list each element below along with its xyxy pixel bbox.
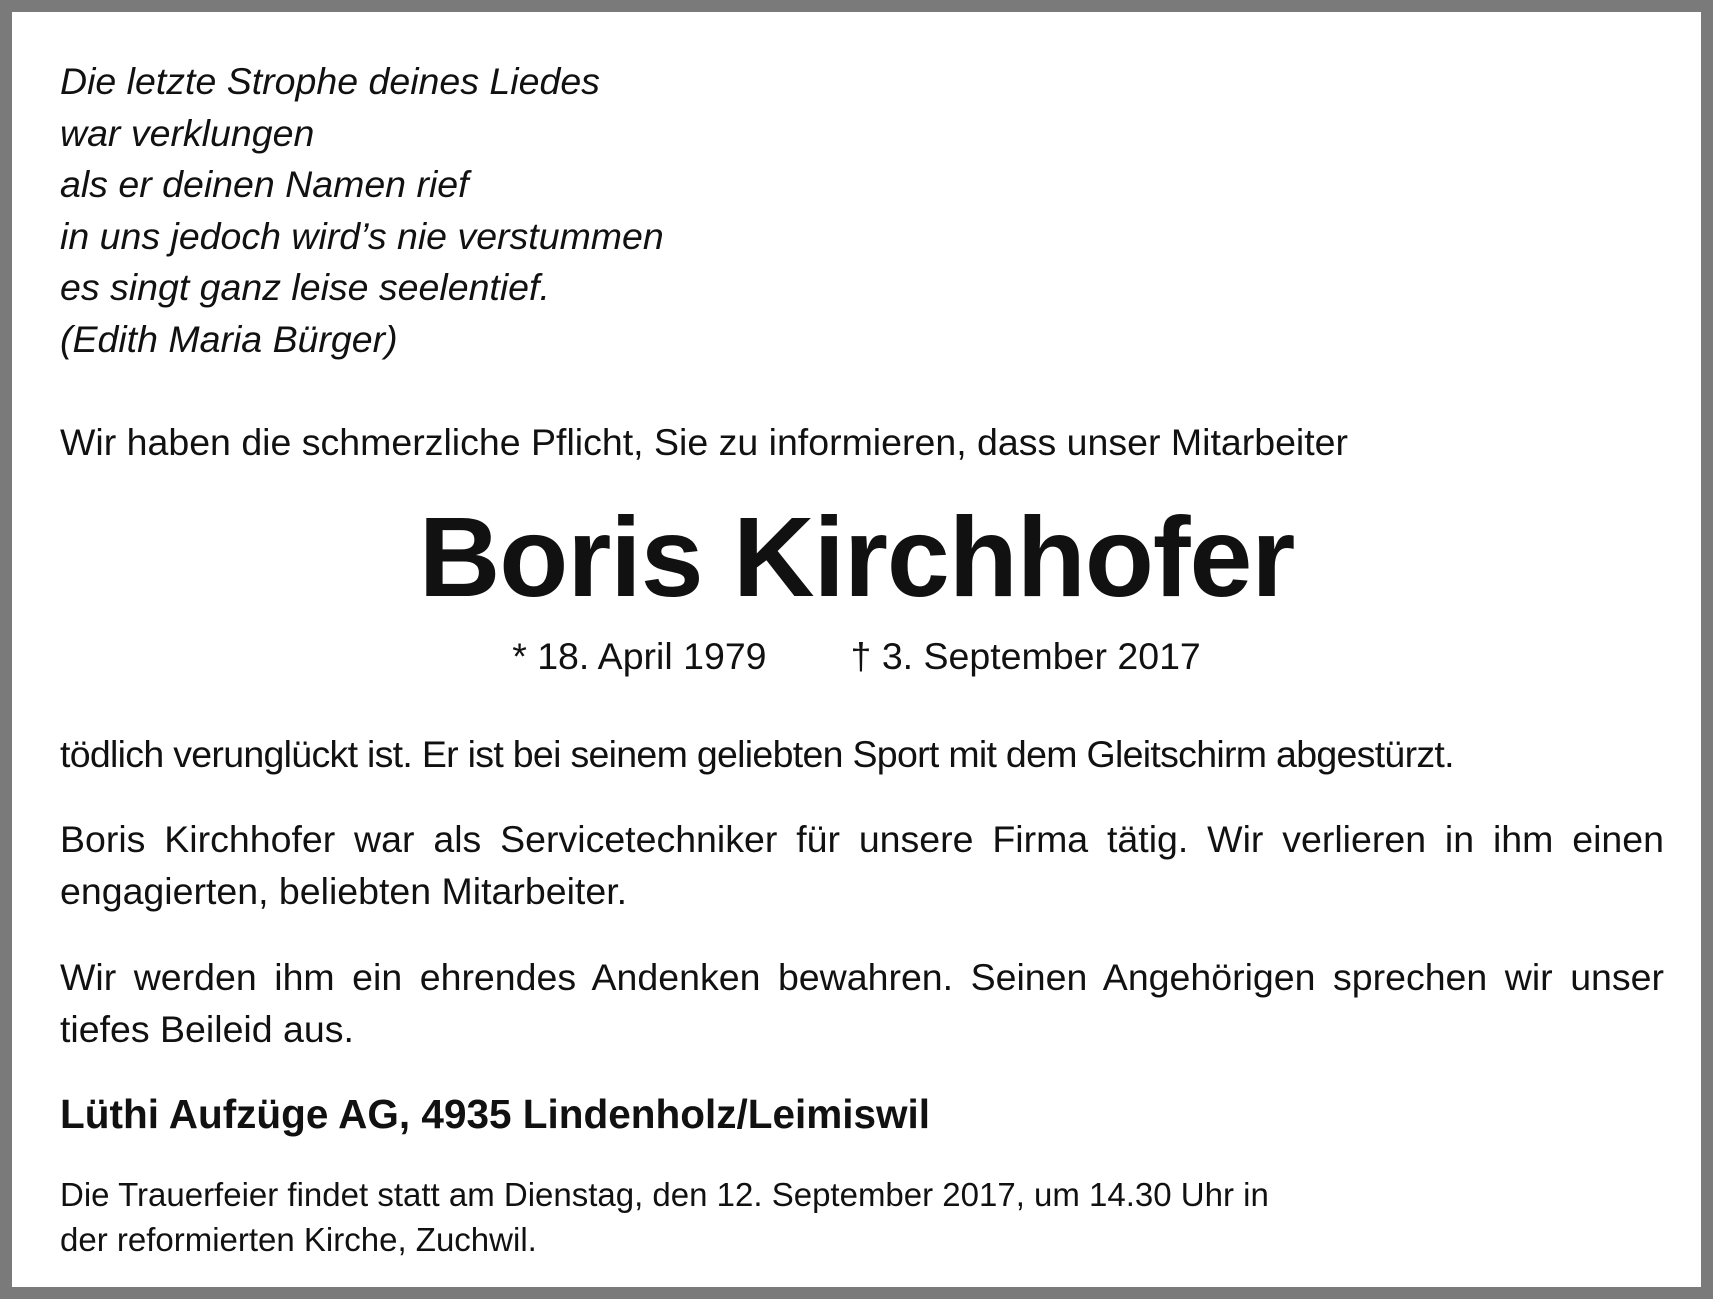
poem-line: war verklungen bbox=[60, 111, 315, 154]
deceased-name: Boris Kirchhofer bbox=[418, 494, 1295, 620]
service-line: Die Trauerfeier findet statt am Dienstag, den 12. September 2017, um 14.30 Uhr in bbox=[60, 1176, 1269, 1213]
funeral-service-info bbox=[60, 1172, 1460, 1262]
paragraph-condolence: Wir werden ihm ein ehrendes Andenken bewahren. Seinen Angehörigen sprechen wir unser tiefes Beileid aus. bbox=[60, 956, 1664, 1050]
poem-line: in uns jedoch wird’s nie verstummen bbox=[60, 214, 664, 257]
poem-line: es singt ganz leise seelentief. bbox=[60, 266, 550, 308]
death-date: † 3. September 2017 bbox=[850, 635, 1201, 677]
paragraph-accident: tödlich verunglückt ist. Er ist bei seinem geliebten Sport mit dem Gleitschirm abgestürzt. bbox=[60, 733, 1454, 775]
intro-text: Wir haben die schmerzliche Pflicht, Sie zu informieren, dass unser Mitarbeiter bbox=[60, 421, 1349, 463]
poem-line: als er deinen Namen rief bbox=[60, 163, 469, 205]
poem bbox=[60, 56, 664, 365]
poem-author: (Edith Maria Bürger) bbox=[60, 317, 398, 360]
service-line: der reformierten Kirche, Zuchwil. bbox=[60, 1221, 537, 1258]
birth-date: * 18. April 1979 bbox=[512, 635, 767, 677]
obituary-page bbox=[12, 12, 1701, 1287]
life-dates bbox=[12, 634, 1701, 678]
poem-line: Die letzte Strophe deines Liedes bbox=[60, 60, 600, 102]
company-signature: Lüthi Aufzüge AG, 4935 Lindenholz/Leimiswil bbox=[60, 1091, 931, 1137]
paragraph-employment: Boris Kirchhofer war als Servicetechniker für unsere Firma tätig. Wir verlieren in ihm einen engagierten, beliebten Mitarbeiter. bbox=[60, 818, 1664, 912]
